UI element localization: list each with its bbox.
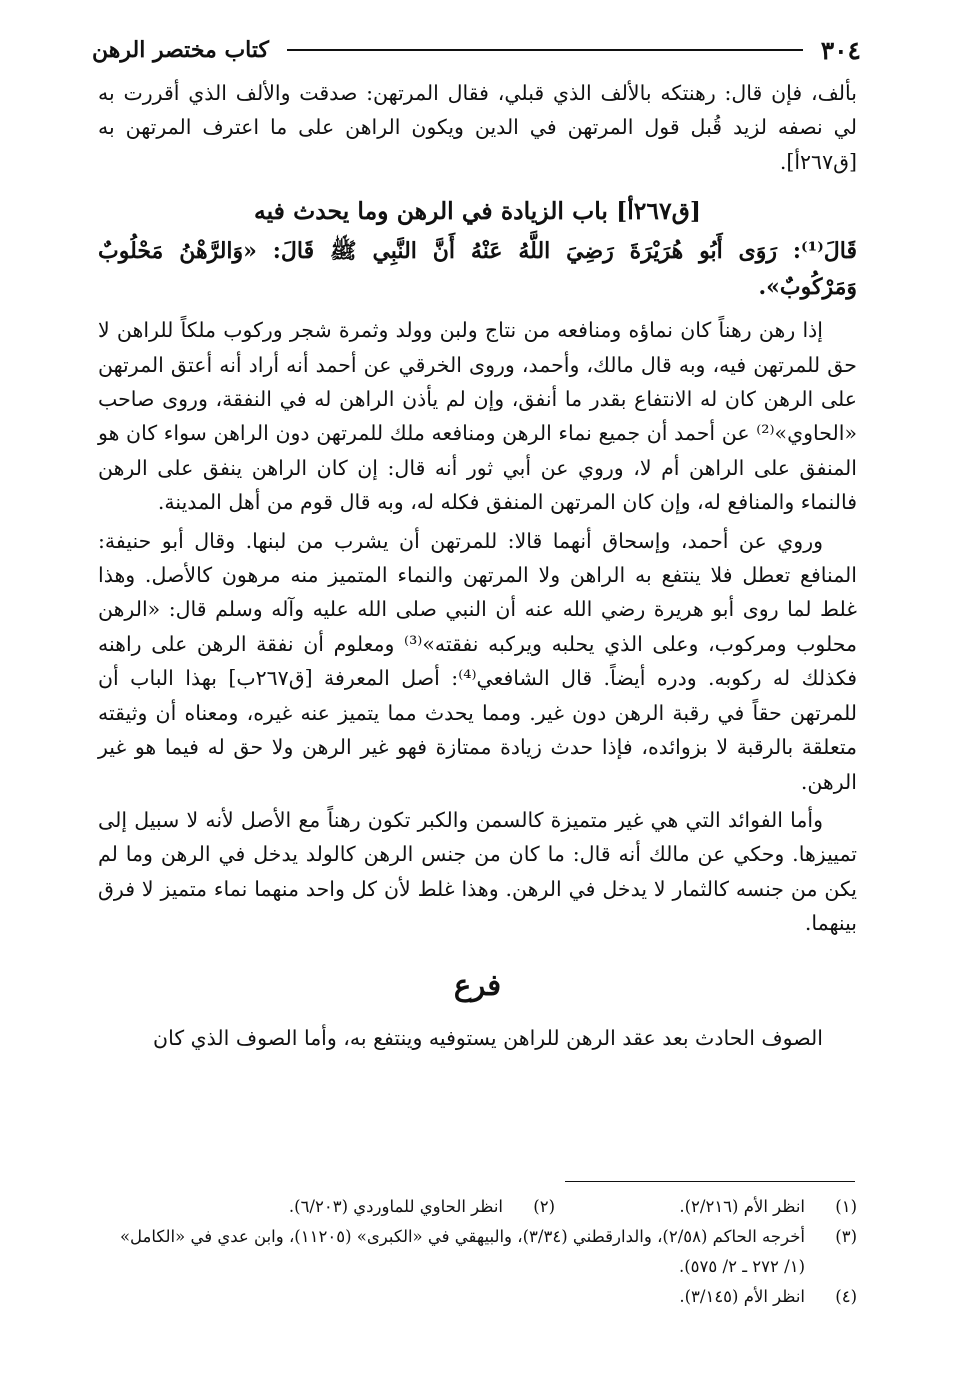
page-number: ٣٠٤ (820, 35, 861, 65)
running-header (92, 30, 861, 70)
paragraph: وروي عن أحمد، وإسحاق أنهما قالا: للمرتهن أن يشرب من لبنها. وقال أبو حنيفة: المنافع تعطل فلا ينتفع به الراهن ولا المرتهن والنماء المتميز منه مرهون كالأصل. وهذا غلط لما روى أبو هريرة رضي الله عنه أن النبي صلى الله عليه وآله وسلم قال: «الرهن محلوب ومركوب، وعلى الذي يحلبه ويركبه نفقته»⁽³⁾ ومعلوم أن نفقة الرهن على راهنه فكذلك له ركوبه. ودره أيضاً. قال الشافعي⁽⁴⁾: أصل المعرفة [ق٢٦٧ب] بهذا الباب أن للمرتهن حقاً في رقبة الرهن دون غير. ومما يحدث مما يتميز عنه غيره، ومعناه أن وثيقته متعلقة بالرقبة لا بزوائده، فإذا حدث زيادة ممتازة فهو غير الرهن ولا حق له فيما هو غير الرهن. (98, 528, 858, 794)
main-text (98, 76, 857, 1055)
header-rule (287, 49, 803, 51)
footnote-number: (٣) (835, 1227, 857, 1246)
footnote-row (98, 1282, 857, 1312)
footnote-text: انظر الحاوي للماوردي (٦/٢٠٣). (288, 1197, 503, 1216)
footnote-text: انظر الأم (٣/١٤٥). (679, 1287, 805, 1306)
footnotes (98, 1192, 857, 1312)
paragraph: إذا رهن رهناً كان نماؤه ومنافعه من نتاج ولبن وولد وثمرة شجر وركوب ملكاً للراهن لا حق للمرتهن فيه، وبه قال مالك، وأحمد، وروى الخرقي عن أحمد أنه أراد أنه أعتق المرتهن على الرهن كان له الانتفاع بقدر ما أنفق، وإن لم يأذن الراهن له في النفقة، وروى صاحب «الحاوي»⁽²⁾ عن أحمد أن جميع نماء الرهن ومنافعه ملك للمرتهن دون الراهن سواء كان هو المنفق على الراهن أم لا، وروي عن أبي ثور أنه قال: إن كان الراهن ينفق على الرهن فالنماء والمنافع له، وإن كان المرتهن المنفق فكله له، وبه قال قوم من أهل المدينة. (98, 318, 857, 515)
hadith-text: قَالَ⁽¹⁾: رَوَى أَبُو هُرَيْرَةَ رَضِيَ اللَّهُ عَنْهُ أَنَّ النَّبِي ﷺ قَالَ: «وَالرَّهْنُ مَحْلُوبٌ وَمَرْكُوبٌ». (98, 238, 857, 301)
paragraph: الصوف الحادث بعد عقد الرهن للراهن يستوفيه وينتفع به، وأما الصوف الذي كان (153, 1025, 823, 1050)
footnote-row (98, 1222, 857, 1282)
paragraph: وأما الفوائد التي هي غير متميزة كالسمن والكبر تكون رهناً مع الأصل لأنه لا سبيل إلى تمييزها. وحكي عن مالك أنه قال: ما كان من جنس الرهن كالولد يدخل في الرهن وما لم يكن من جنسه كالثمار لا يدخل في الرهن. وهذا غلط لأن كل واحد منهما نماء متميز لا فرق بينهما. (98, 807, 857, 936)
footnote-number: (١) (835, 1197, 857, 1216)
footnote-rule (565, 1181, 855, 1182)
book-title: كتاب مختصر الرهن (92, 37, 269, 63)
footnote-number: (٢) (533, 1197, 555, 1216)
footnote-number: (٤) (835, 1287, 857, 1306)
chapter-title: [ق٢٦٧أ] باب الزيادة في الرهن وما يحدث فيه (253, 197, 702, 226)
paragraph-continuation: بألف، فإن قال: رهنتكه بالألف الذي قبلي، فقال المرتهن: صدقت والألف الذي أقررت به لي نصفه لزيد قُبل قول المرتهن في الدين ويكون الراهن على ما اعترف المرتهن به [ق٢٦٧أ]. (98, 81, 857, 174)
footnote-text: انظر الأم (٢/٢١٦). (679, 1197, 805, 1216)
footnote-text: أخرجه الحاكم (٢/٥٨)، والدارقطني (٣/٣٤)، والبيهقي في «الكبرى» (١١٢٠٥)، وابن عدي في «الكامل» (١/ ٢٧٢ ـ ٢/ ٥٧٥). (119, 1227, 805, 1276)
section-title: فرع (453, 967, 502, 1002)
footnote-row (98, 1192, 857, 1222)
